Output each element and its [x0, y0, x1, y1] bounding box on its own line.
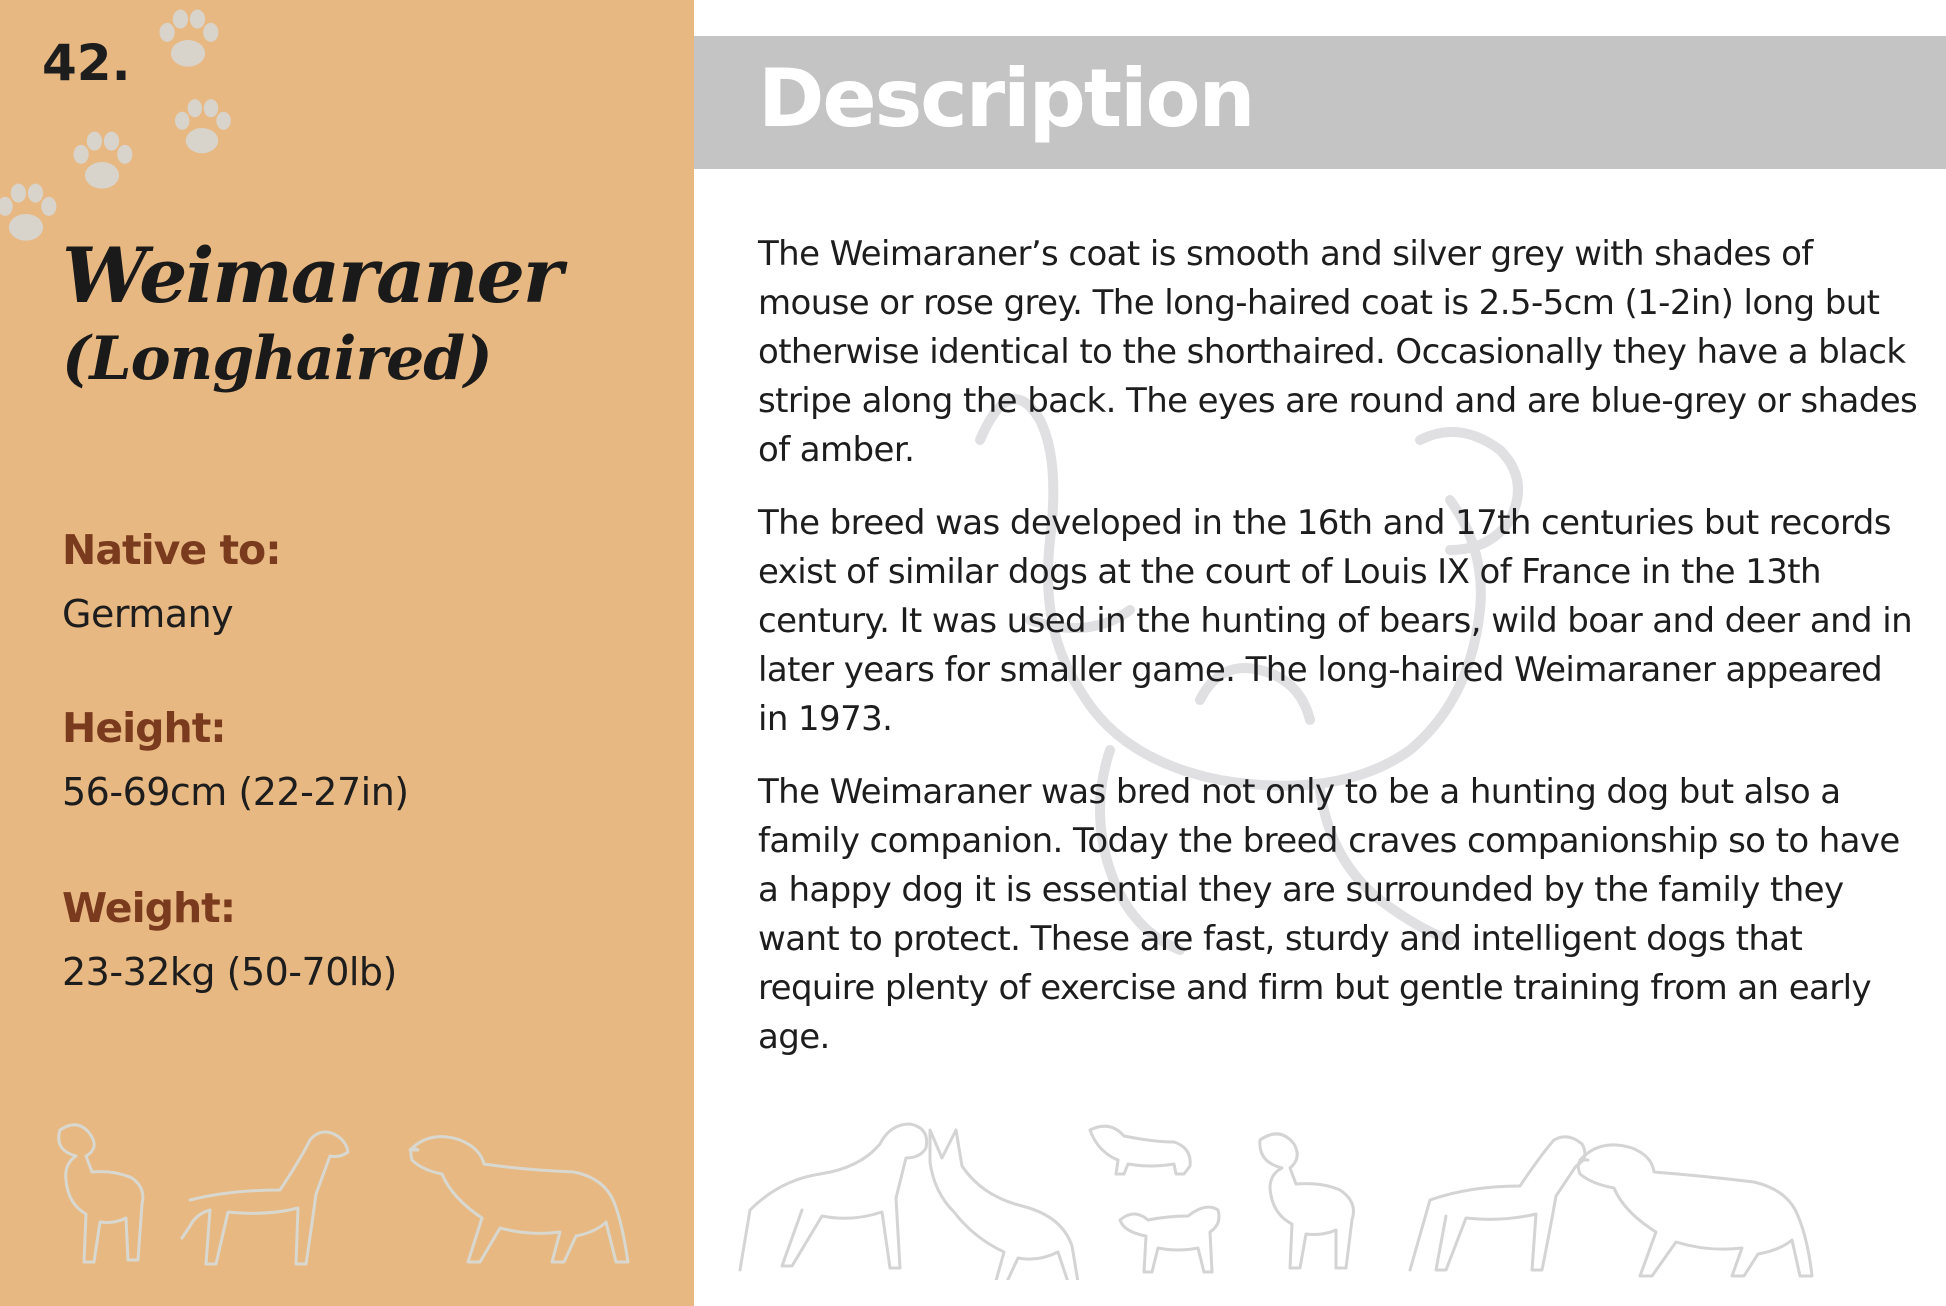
fact-value: Germany	[62, 592, 234, 636]
breed-variant: (Longhaired)	[62, 323, 492, 394]
description-header	[694, 36, 1946, 169]
card-number: 42.	[42, 34, 131, 92]
fact-label: Weight:	[62, 884, 236, 932]
paw-print-icon	[64, 124, 140, 200]
description-paragraph: The Weimaraner was bred not only to be a hunting dog but also a family companion. Today the breed craves companionship so to have a happy dog it is essential they are surrounded by the family they want to protect. These are fast, sturdy and intelligent dogs that require plenty of exercise and firm but gentle training from an early age.	[758, 772, 1900, 1057]
breed-title	[62, 230, 682, 396]
description-body	[758, 230, 1918, 1086]
fact-label: Height:	[62, 704, 226, 752]
fact-value: 23-32kg (50-70lb)	[62, 950, 397, 994]
breed-name: Weimaraner	[62, 231, 561, 320]
fact-height	[62, 704, 662, 814]
description-paragraph: The breed was developed in the 16th and 17th centuries but records exist of similar dogs at the court of Louis IX of France in the 13th century. It was used in the hunting of bears, wild boar and deer and in later years for smaller game. The long-haired Weimaraner appeared in 1973.	[758, 503, 1913, 739]
dog-outline-icon	[20, 1110, 670, 1280]
fact-label: Native to:	[62, 526, 281, 574]
description-heading: Description	[758, 52, 1254, 145]
paw-print-icon	[150, 2, 226, 78]
description-paragraph: The Weimaraner’s coat is smooth and silver grey with shades of mouse or rose grey. The long-haired coat is 2.5-5cm (1-2in) long but otherwise identical to the shorthaired. Occasionally they have a black stripe along the back. The eyes are round and are blue-grey or shades of amber.	[758, 234, 1918, 470]
dog-outline-icon	[720, 1110, 1840, 1280]
fact-weight	[62, 884, 662, 994]
fact-native-to	[62, 526, 662, 636]
left-panel	[0, 0, 694, 1306]
paw-print-icon	[0, 176, 64, 252]
fact-value: 56-69cm (22-27in)	[62, 770, 409, 814]
paw-print-icon	[166, 92, 238, 164]
